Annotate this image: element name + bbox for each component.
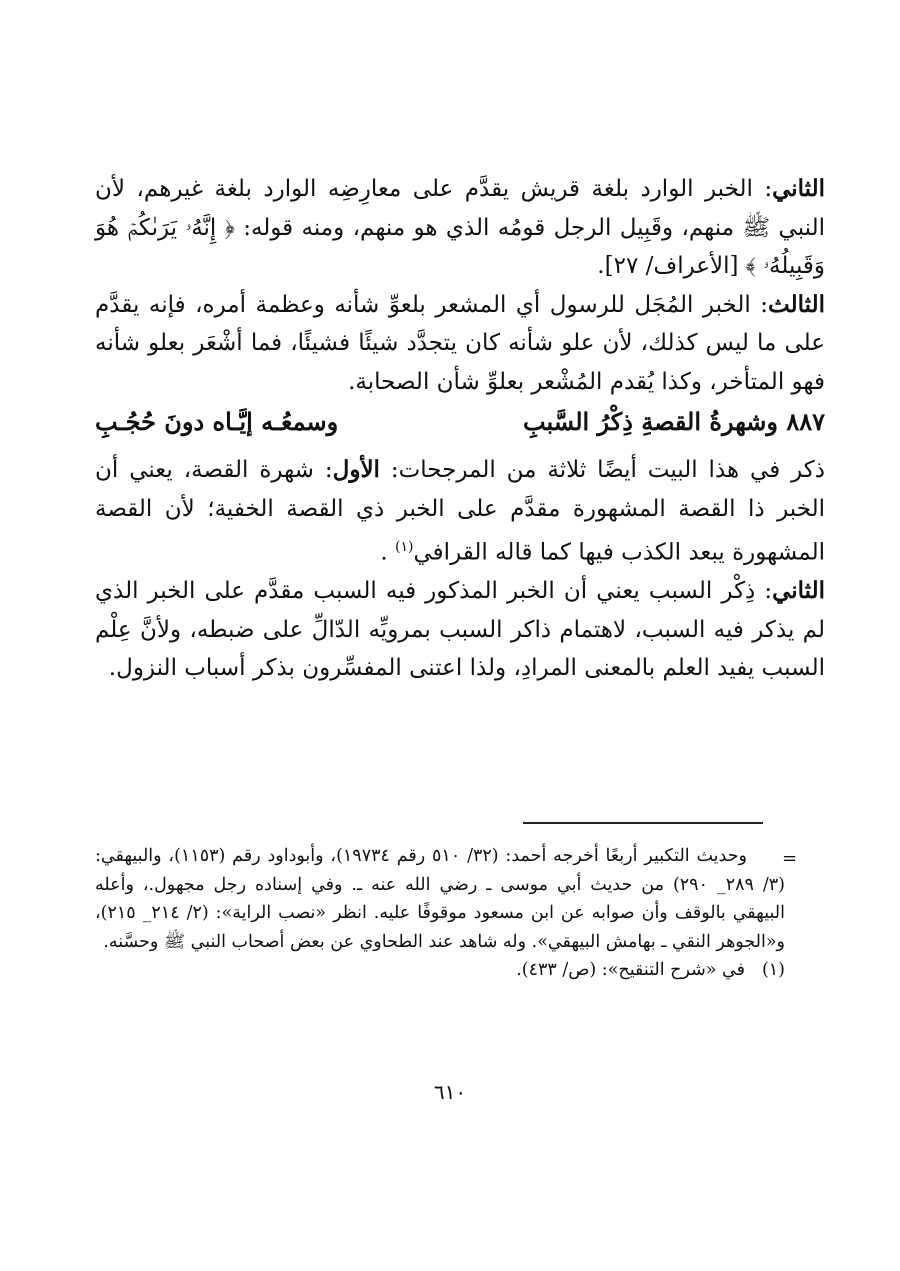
paragraph-end: .: [380, 539, 388, 566]
verse-first-hemistich: وشهرةُ القصةِ ذِكْرُ السَّببِ: [522, 407, 778, 436]
verse-number: ٨٨٧: [786, 407, 825, 436]
footnote-continuation-mark: =: [782, 848, 798, 869]
paragraph-third-honor: [95, 286, 825, 402]
main-text: [95, 170, 825, 688]
paragraph-explanation-first: [95, 451, 825, 572]
paragraph-text: : الخبر المُجَل للرسول أي المشعر بلعوِّ شأنه وعظمة أمره، فإنه يقدَّم على ما ليس كذلك، لأن علو شأنه كان يتجدَّد شيئًا فشيئًا، فما أشْعَر بعلو شأنه فهو المتأخر، وكذا يُقدم المُشْعر بعلوِّ شأن الصحابة.: [95, 291, 825, 395]
paragraph-second-cause: [95, 572, 825, 688]
paragraph-text: : ذِكْر السبب يعني أن الخبر المذكور فيه السبب مقدَّم على الخبر الذي لم يذكر فيه السبب، لاهتمام ذاكر السبب بمرويِّه الدّالِّ على ضبطه، ولأنَّ عِلْم السبب يفيد العلم بالمعنى المرادِ، ولذا اعتنى المفسِّرون بذكر أسباب النزول.: [95, 578, 825, 682]
paragraph-label: الثالث: [768, 290, 825, 318]
footnotes: [95, 842, 785, 985]
poem-verse: [95, 403, 825, 441]
footnote-text: في «شرح التنقيح»: (ص/ ٤٣٣).: [516, 960, 745, 980]
paragraph-text: : الخبر الوارد بلغة قريش يقدَّم على معارِضِه الوارد بلغة غيرهم، لأن النبي ﷺ منهم، وقَبِيل الرجل قومُه الذي هو منهم، ومنه قوله: ﴿ إِنَّهُۥ يَرَىٰكُمۡ هُوَ وَقَبِيلُهُۥ ﴾ [الأعراف/ ٢٧].: [95, 176, 825, 279]
paragraph-second-quraysh: [95, 170, 825, 286]
footnote-continued: وحديث التكبير أربعًا أخرجه أحمد: (٣٢/ ٥١٠ رقم ١٩٧٣٤)، وأبوداود رقم (١١٥٣)، والبيهقي: (٣/ ٢٨٩_ ٢٩٠) من حديث أبي موسى ـ رضي الله عنه ـ. وفي إسناده رجل مجهول.، وأعله البيهقي بالوقف وأن صوابه عن ابن مسعود موقوفًا عليه. انظر «نصب الراية»: (٢/ ٢١٤_ ٢١٥)، و«الجوهر النقي ـ بهامش البيهقي». وله شاهد عند الطحاوي عن بعض أصحاب النبي ﷺ وحسَّنه.: [95, 846, 785, 952]
paragraph-text: ذكر في هذا البيت أيضًا ثلاثة من المرجحات:: [379, 457, 826, 483]
verse-number-and-first-hemistich: [523, 403, 825, 441]
paragraph-label: الثاني: [772, 175, 825, 202]
paragraph-text: : شهرة القصة، يعني أن الخبر ذا القصة المشهورة مقدَّم على الخبر ذي القصة الخفية؛ لأن القصة المشهورة يبعد الكذب فيها كما قاله القرافي: [95, 457, 825, 566]
page-number: ٦١٠: [433, 1080, 467, 1104]
footnote-1: [95, 956, 785, 985]
footnote-reference[interactable]: (١): [395, 539, 414, 555]
paragraph-label: الثاني: [772, 577, 825, 605]
footnote-separator: [523, 822, 763, 824]
paragraph-label: الأول: [332, 456, 380, 483]
verse-second-hemistich: وسمعُـه إيَّـاه دونَ حُجُـبِ: [95, 407, 339, 436]
footnote-number: (١): [761, 960, 785, 980]
